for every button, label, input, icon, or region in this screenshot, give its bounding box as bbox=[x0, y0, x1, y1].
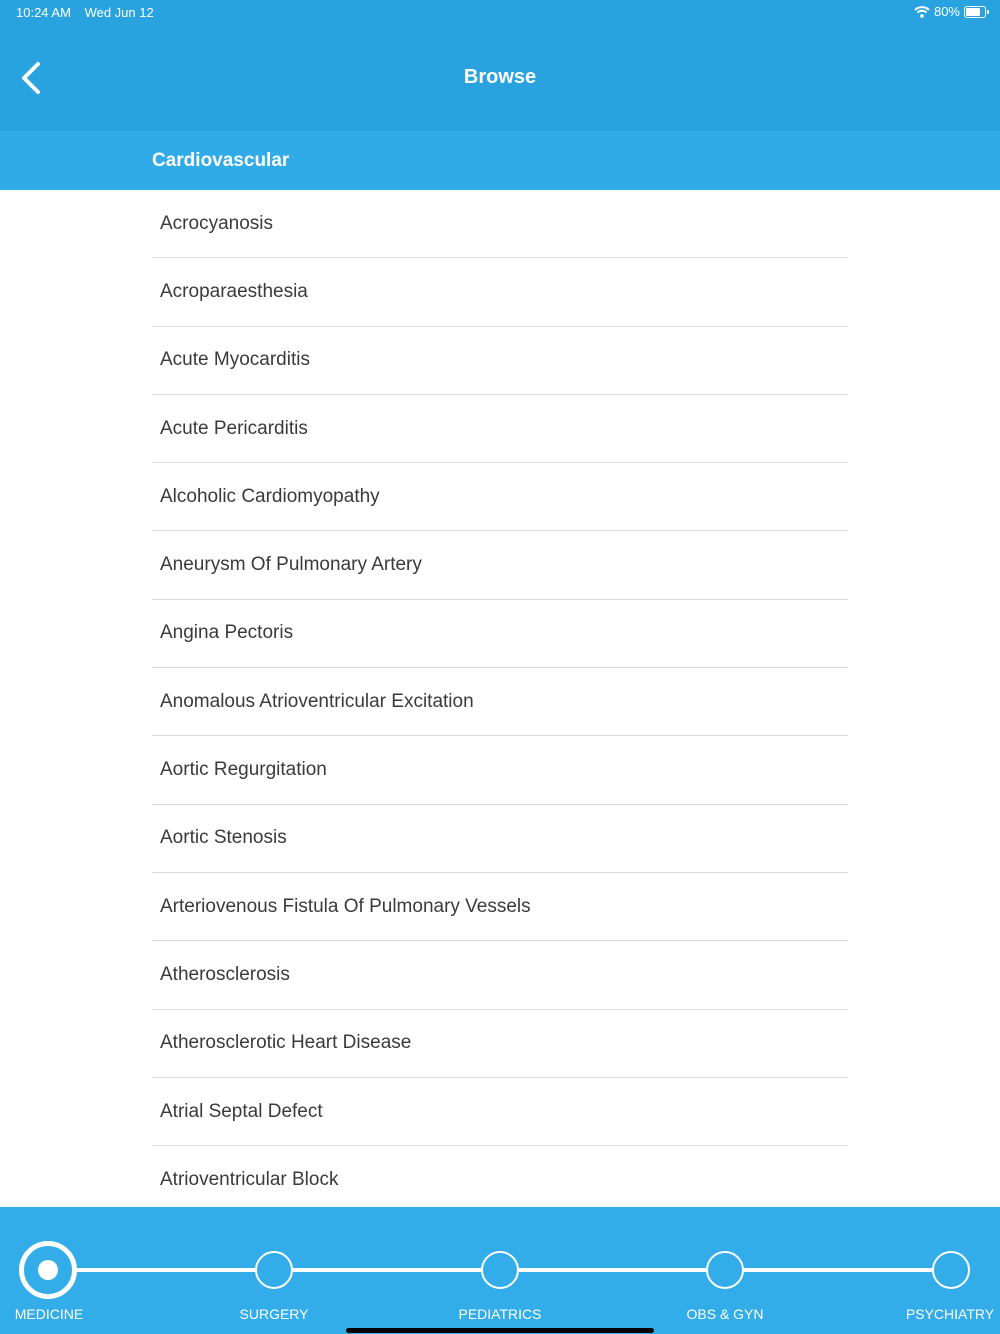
list-item[interactable]: Atrioventricular Block bbox=[152, 1146, 848, 1214]
condition-list bbox=[152, 190, 848, 1214]
section-header bbox=[0, 131, 1000, 190]
tab-surgery-node[interactable] bbox=[255, 1251, 293, 1289]
battery-icon bbox=[964, 6, 986, 18]
home-indicator[interactable] bbox=[346, 1328, 654, 1333]
list-item[interactable]: Acrocyanosis bbox=[152, 190, 848, 258]
tab-pediatrics[interactable]: PEDIATRICS bbox=[458, 1306, 542, 1322]
tab-pediatrics-node[interactable] bbox=[481, 1251, 519, 1289]
tab-medicine-node[interactable] bbox=[19, 1241, 77, 1299]
tab-psychiatry[interactable]: PSYCHIATRY bbox=[905, 1306, 995, 1322]
page-title: Browse bbox=[463, 66, 537, 88]
tab-obs-gyn[interactable]: OBS & GYN bbox=[686, 1306, 764, 1322]
list-item[interactable]: Aortic Regurgitation bbox=[152, 736, 848, 804]
list-item[interactable]: Angina Pectoris bbox=[152, 600, 848, 668]
tab-psychiatry-node[interactable] bbox=[932, 1251, 970, 1289]
list-item[interactable]: Atrial Septal Defect bbox=[152, 1078, 848, 1146]
tab-obs-gyn-node[interactable] bbox=[706, 1251, 744, 1289]
section-title: Cardiovascular bbox=[152, 150, 290, 171]
list-item[interactable]: Acroparaesthesia bbox=[152, 258, 848, 326]
status-right bbox=[914, 4, 986, 19]
specialty-tab-bar bbox=[0, 1207, 1000, 1334]
list-item[interactable]: Acute Myocarditis bbox=[152, 327, 848, 395]
wifi-icon bbox=[914, 6, 930, 18]
tab-surgery[interactable]: SURGERY bbox=[239, 1306, 309, 1322]
list-item[interactable]: Aneurysm Of Pulmonary Artery bbox=[152, 531, 848, 599]
list-item[interactable]: Alcoholic Cardiomyopathy bbox=[152, 463, 848, 531]
list-item[interactable]: Arteriovenous Fistula Of Pulmonary Vessels bbox=[152, 873, 848, 941]
list-item[interactable]: Acute Pericarditis bbox=[152, 395, 848, 463]
tab-medicine[interactable]: MEDICINE bbox=[14, 1306, 84, 1322]
status-time: 10:24 AM bbox=[16, 5, 71, 20]
status-left bbox=[16, 5, 164, 20]
status-date: Wed Jun 12 bbox=[84, 5, 154, 20]
list-item[interactable]: Atherosclerotic Heart Disease bbox=[152, 1010, 848, 1078]
nav-header bbox=[0, 0, 1000, 131]
list-item[interactable]: Atherosclerosis bbox=[152, 941, 848, 1009]
battery-percent: 80% bbox=[933, 4, 960, 19]
list-item[interactable]: Anomalous Atrioventricular Excitation bbox=[152, 668, 848, 736]
selected-dot-icon bbox=[38, 1260, 58, 1280]
list-item[interactable]: Aortic Stenosis bbox=[152, 805, 848, 873]
